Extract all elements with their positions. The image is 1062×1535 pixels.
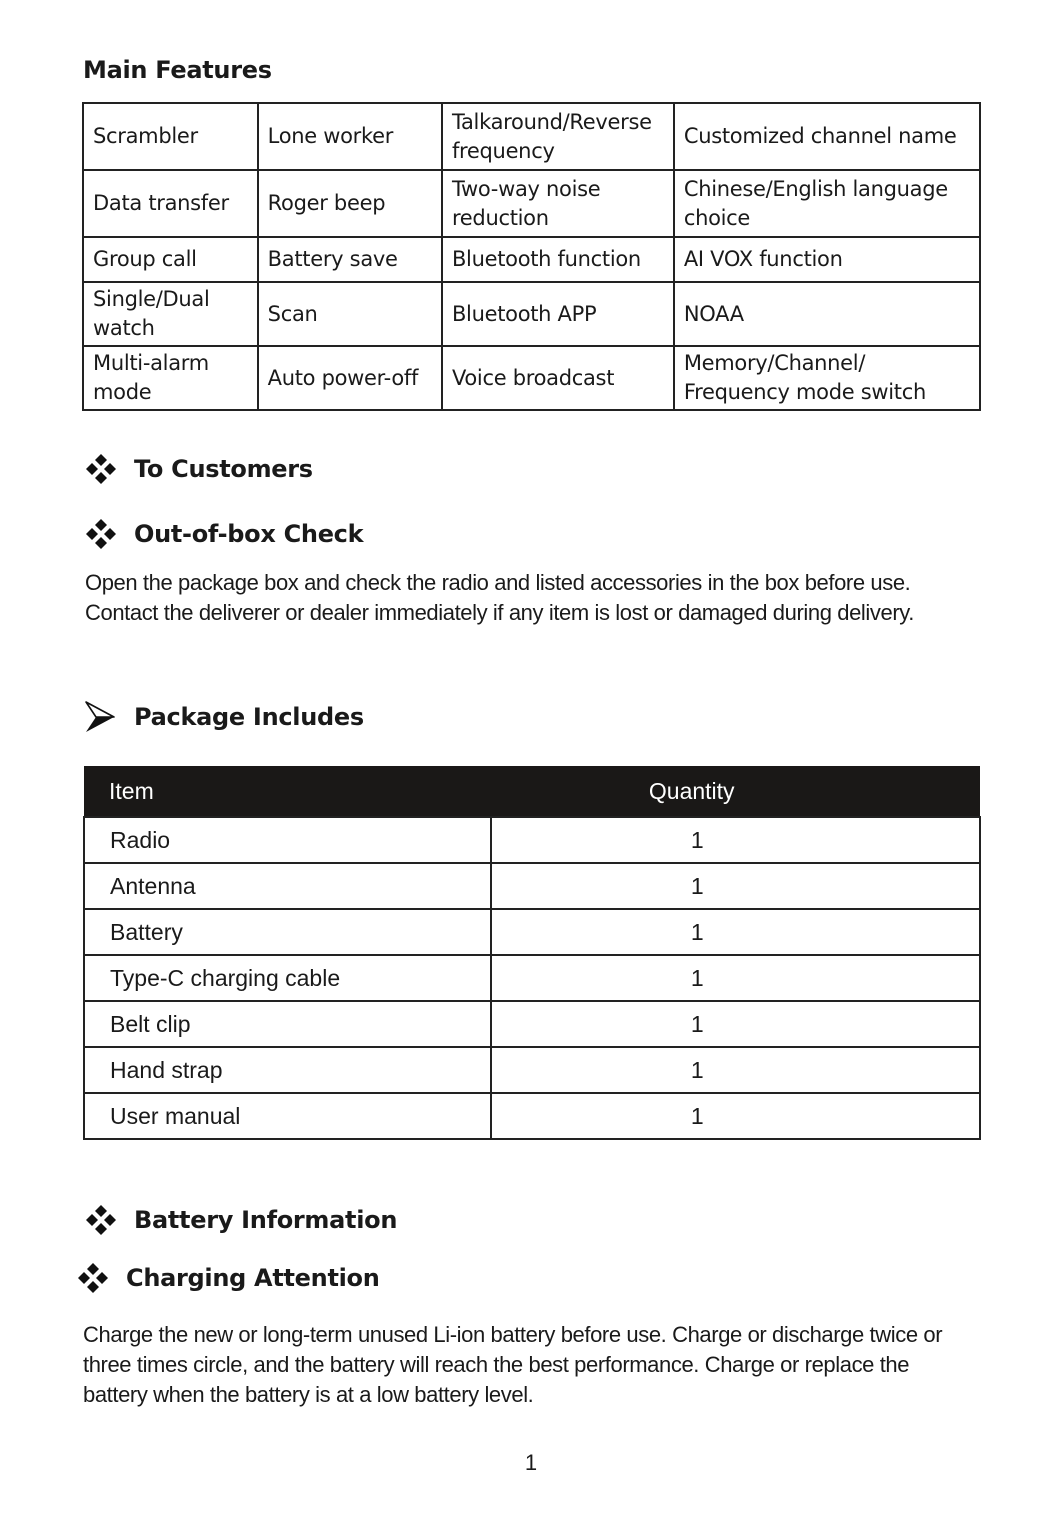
table-row <box>83 170 980 237</box>
table-cell: Bluetooth APP <box>442 282 674 346</box>
table-row <box>84 1047 980 1093</box>
section-out-of-box-check <box>84 517 363 551</box>
section-title: Charging Attention <box>126 1264 380 1292</box>
section-package-includes <box>84 700 364 734</box>
quantity-cell: 1 <box>491 1001 980 1047</box>
column-header-quantity: Quantity <box>491 766 980 817</box>
table-cell: Roger beep <box>258 170 442 237</box>
table-row <box>84 909 980 955</box>
item-cell: Hand strap <box>84 1047 491 1093</box>
table-cell: Single/Dual watch <box>83 282 258 346</box>
section-to-customers <box>84 452 313 486</box>
table-header-row <box>84 766 980 817</box>
four-diamonds-icon <box>84 1203 118 1237</box>
table-cell: NOAA <box>674 282 980 346</box>
item-cell: Belt clip <box>84 1001 491 1047</box>
table-row <box>83 237 980 282</box>
section-title: Out-of-box Check <box>134 520 364 548</box>
package-table <box>83 766 981 1140</box>
section-charging-attention <box>76 1261 380 1295</box>
item-cell: User manual <box>84 1093 491 1139</box>
main-features-title: Main Features <box>83 56 272 84</box>
table-cell: Voice broadcast <box>442 346 674 410</box>
table-row <box>83 346 980 410</box>
table-cell: Battery save <box>258 237 442 282</box>
table-cell: Memory/Channel/ Frequency mode switch <box>674 346 980 410</box>
table-cell: Customized channel name <box>674 103 980 170</box>
section-title: To Customers <box>134 455 313 483</box>
four-diamonds-icon <box>84 517 118 551</box>
table-cell: Chinese/English language choice <box>674 170 980 237</box>
table-cell: Group call <box>83 237 258 282</box>
table-row <box>83 282 980 346</box>
section-title: Battery Information <box>134 1206 398 1234</box>
table-cell: Auto power-off <box>258 346 442 410</box>
arrowhead-icon <box>84 700 118 734</box>
quantity-cell: 1 <box>491 909 980 955</box>
page-number: 1 <box>524 1450 538 1475</box>
out-of-box-paragraph: Open the package box and check the radio and listed accessories in the box before use. Contact the deliverer or dealer immediately if any item is lost or damaged during delivery. <box>85 570 914 625</box>
section-title: Package Includes <box>134 703 364 731</box>
item-cell: Antenna <box>84 863 491 909</box>
table-cell: Scrambler <box>83 103 258 170</box>
four-diamonds-icon <box>84 452 118 486</box>
table-cell: Talkaround/Reverse frequency <box>442 103 674 170</box>
table-row <box>84 1093 980 1139</box>
item-cell: Type-C charging cable <box>84 955 491 1001</box>
table-row <box>84 817 980 863</box>
quantity-cell: 1 <box>491 955 980 1001</box>
main-features-table <box>82 102 981 411</box>
table-cell: Bluetooth function <box>442 237 674 282</box>
table-row <box>84 863 980 909</box>
table-row <box>83 103 980 170</box>
table-cell: Lone worker <box>258 103 442 170</box>
quantity-cell: 1 <box>491 863 980 909</box>
table-cell: Two-way noise reduction <box>442 170 674 237</box>
item-cell: Battery <box>84 909 491 955</box>
table-row <box>84 955 980 1001</box>
item-cell: Radio <box>84 817 491 863</box>
quantity-cell: 1 <box>491 817 980 863</box>
table-row <box>84 1001 980 1047</box>
quantity-cell: 1 <box>491 1047 980 1093</box>
four-diamonds-icon <box>76 1261 110 1295</box>
section-battery-information <box>84 1203 397 1237</box>
quantity-cell: 1 <box>491 1093 980 1139</box>
column-header-item: Item <box>84 766 491 817</box>
table-cell: AI VOX function <box>674 237 980 282</box>
table-cell: Multi-alarm mode <box>83 346 258 410</box>
table-cell: Scan <box>258 282 442 346</box>
charging-attention-paragraph: Charge the new or long-term unused Li-ion battery before use. Charge or discharge twice or three times circle, and the battery will reach the best performance. Charge or replace the battery when the battery is at a low battery level. <box>83 1322 943 1407</box>
table-cell: Data transfer <box>83 170 258 237</box>
